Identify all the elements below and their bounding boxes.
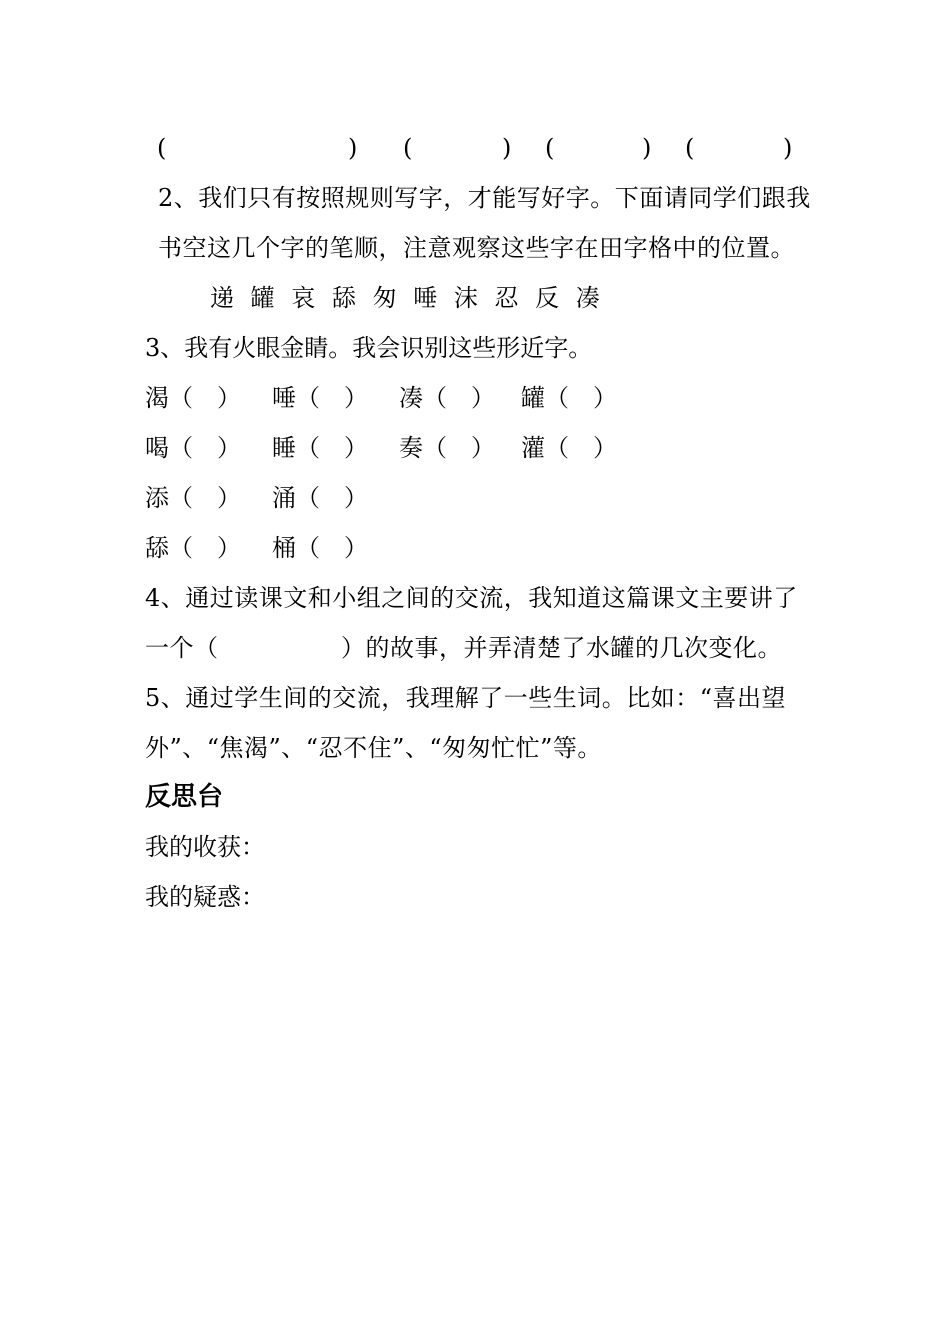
paren-open-2: ( [403,134,413,162]
paren-open-1: ( [157,134,167,162]
similar-char-entry: 舔（ ） [145,534,241,562]
reflection-heading: 反思台 [145,782,224,812]
similar-char-entry: 睡（ ） [272,434,368,462]
item2-line2: 书空这几个字的笔顺，注意观察这些字在田字格中的位置。 [158,234,795,262]
paren-close-1: ) [348,134,358,162]
similar-char-entry: 渴（ ） [145,384,241,412]
paren-open-3: ( [545,134,555,162]
paren-close-4: ) [783,134,793,162]
char-item: 递 [210,284,234,312]
item2-line1: 2、我们只有按照规则写字，才能写好字。下面请同学们跟我 [158,184,811,212]
similar-char-entry: 桶（ ） [272,534,368,562]
item5-line1: 5、通过学生间的交流，我理解了一些生词。比如：“喜出望 [145,684,787,712]
similar-char-entry: 涌（ ） [272,484,368,512]
char-item: 舔 [331,284,356,312]
my-gain-label: 我的收获： [145,833,265,861]
paren-open-4: ( [685,134,695,162]
char-item: 匆 [372,284,397,312]
similar-char-entry: 喝（ ） [145,434,241,462]
my-doubt-label: 我的疑惑： [145,883,265,911]
item4-line1: 4、通过读课文和小组之间的交流，我知道这篇课文主要讲了 [145,584,798,612]
similar-char-entry: 唾（ ） [272,384,368,412]
item4-line2: 一个（ ）的故事，并弄清楚了水罐的几次变化。 [145,634,782,662]
similar-char-entry: 罐（ ） [521,384,617,412]
char-item: 唾 [413,284,438,312]
item3-title: 3、我有火眼金睛。我会识别这些形近字。 [145,334,593,362]
similar-char-entry: 凑（ ） [399,384,495,412]
stroke-order-characters [210,283,609,313]
paren-close-2: ) [502,134,512,162]
char-item: 罐 [250,284,275,312]
similar-char-entry: 添（ ） [145,484,241,512]
char-item: 忍 [494,284,519,312]
char-item: 凑 [575,284,600,312]
similar-char-entry: 奏（ ） [399,434,495,462]
char-item: 沫 [453,284,478,312]
similar-char-entry: 灌（ ） [521,434,617,462]
char-item: 哀 [291,284,316,312]
char-item: 反 [535,284,560,312]
paren-close-3: ) [642,134,652,162]
item5-line2: 外”、“焦渴”、“忍不住”、“匆匆忙忙”等。 [145,734,602,762]
